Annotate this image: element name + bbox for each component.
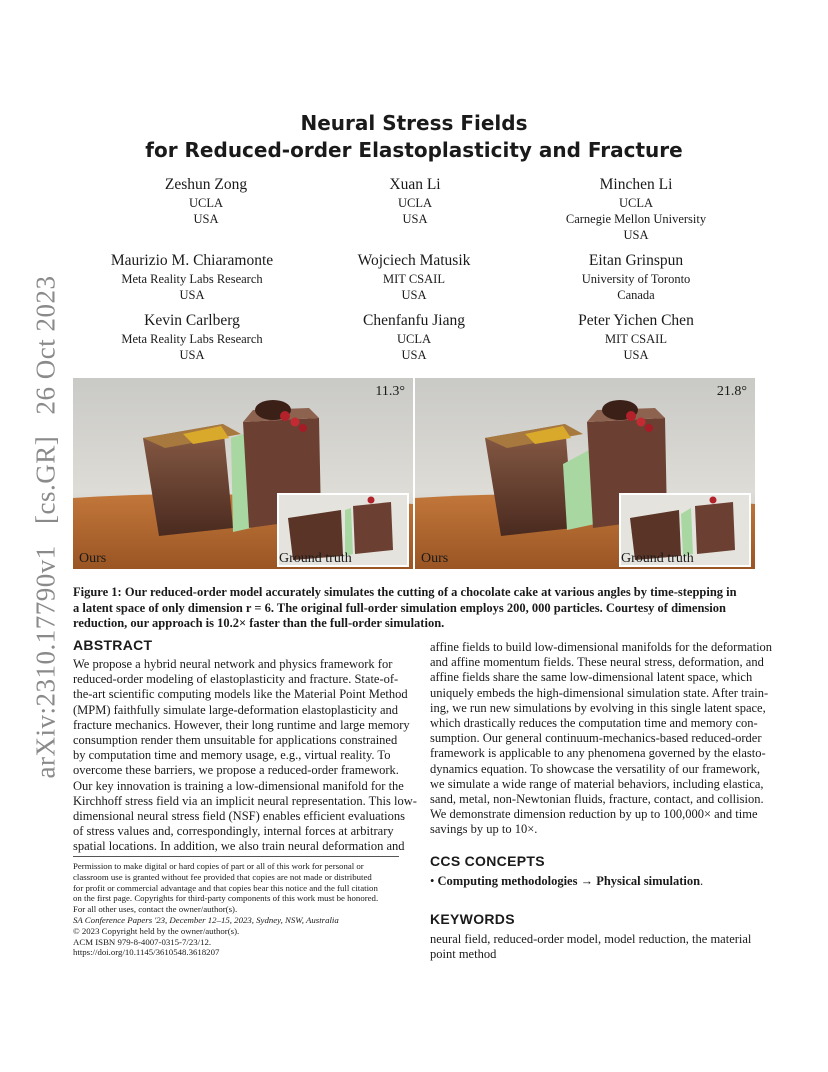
- ccs-concept: Computing methodologies → Physical simulation: [437, 874, 701, 888]
- abstract-line: the-art scientific computing models like the Material Point Method: [73, 687, 408, 702]
- abstract-line: affine fields share the same low-dimensional latent space, which: [430, 670, 753, 685]
- keywords-line: neural field, reduced-order model, model reduction, the material: [430, 932, 752, 946]
- ours-label: Ours: [79, 551, 107, 566]
- figure-panel-right: [415, 378, 755, 569]
- author-affiliation: USA: [179, 348, 205, 362]
- abstract-line: (MPM) faithfully simulate large-deformation elastoplasticity and: [73, 702, 399, 717]
- figure-panel-left: [73, 378, 413, 569]
- caption-line: Figure 1: Our reduced-order model accurately simulates the cutting of a chocolate cake at various angles by time-stepping in: [73, 585, 737, 599]
- author-affiliation: USA: [179, 288, 205, 302]
- abstract-line: of stress values and, correspondingly, internal forces at arbitrary: [73, 824, 394, 839]
- doi-link[interactable]: https://doi.org/10.1145/3610548.3618207: [73, 947, 220, 958]
- abstract-line: sumption. Our general continuum-mechanics-based reduced-order: [430, 731, 762, 746]
- abstract-line: savings by up to 10×.: [430, 822, 538, 837]
- cake-render-icon: [73, 378, 413, 569]
- isbn-line: ACM ISBN 979-8-4007-0315-7/23/12.: [73, 936, 212, 947]
- author-affiliation: Canada: [617, 288, 655, 302]
- abstract-line: which drastically reduces the computation time and memory con-: [430, 716, 758, 731]
- author-block: [72, 311, 312, 363]
- abstract-line: dimensional neural stress field (NSF) enables efficient evaluations: [73, 809, 405, 824]
- author-block: [516, 175, 756, 243]
- author-name: Maurizio M. Chiaramonte: [110, 252, 274, 269]
- abstract-line: We propose a hybrid neural network and physics framework for: [73, 657, 393, 671]
- author-affiliation: USA: [193, 212, 219, 226]
- angle-label: 21.8°: [716, 384, 747, 399]
- footnote-line: Permission to make digital or hard copies of part or all of this work for personal or: [73, 861, 364, 871]
- footnote-line: classroom use is granted without fee provided that copies are not made or distributed: [73, 871, 372, 882]
- author-affiliation: MIT CSAIL: [383, 272, 445, 286]
- keywords-heading: KEYWORDS: [430, 911, 515, 927]
- figure-caption: [73, 585, 755, 632]
- arxiv-stamp: [31, 262, 62, 779]
- abstract-line: fracture mechanics. However, their long runtime and large memory: [73, 717, 410, 732]
- footnote-line: on the first page. Copyrights for third-party components of this work must be honored.: [73, 893, 379, 904]
- arxiv-id: arXiv:2310.17790v1: [30, 545, 61, 779]
- abstract-line: spatial locations. In addition, we also train neural deformation and: [73, 839, 405, 854]
- teaser-figure: [73, 378, 755, 569]
- author-affiliation: Meta Reality Labs Research: [121, 272, 263, 286]
- author-name: Zeshun Zong: [164, 176, 248, 193]
- bullet-icon: •: [430, 874, 435, 888]
- angle-label: 11.3°: [375, 384, 405, 399]
- abstract-line: by computation time and memory usage, e.g., virtual reality. To: [73, 748, 391, 763]
- ours-label: Ours: [421, 551, 449, 566]
- author-affiliation: USA: [402, 212, 428, 226]
- title-line-1: Neural Stress Fields: [300, 111, 528, 135]
- abstract-line: Our key innovation is training a low-dimensional manifold for the: [73, 778, 404, 793]
- abstract-line: and affine momentum fields. These neural stress, deformation, and: [430, 655, 764, 670]
- author-affiliation: UCLA: [188, 196, 224, 210]
- caption-line: reduction, our approach is 10.2× faster than the full-order simulation.: [73, 616, 445, 630]
- keywords-text: [430, 932, 751, 962]
- abstract-heading: ABSTRACT: [73, 637, 153, 653]
- author-block: [72, 251, 312, 303]
- abstract-line: reduced-order modeling of elastoplasticity and fracture. State-of-: [73, 672, 399, 687]
- ground-truth-label: Ground truth: [621, 551, 694, 566]
- permission-footnote: [73, 861, 403, 958]
- author-block: [294, 251, 534, 303]
- ccs-concept-line: [430, 874, 703, 889]
- author-affiliation: UCLA: [618, 196, 654, 210]
- author-affiliation: Meta Reality Labs Research: [121, 332, 263, 346]
- author-block: [86, 175, 326, 227]
- abstract-line: We demonstrate dimension reduction by up to 100,000× and time: [430, 807, 758, 822]
- author-affiliation: UCLA: [397, 196, 433, 210]
- author-affiliation: USA: [623, 348, 649, 362]
- abstract-line: overcome these barriers, we propose a reduced-order framework.: [73, 763, 399, 778]
- author-block: [294, 311, 534, 363]
- paper-title: [0, 110, 828, 164]
- abstract-line: uniquely embeds the high-dimensional simulation state. After train-: [430, 685, 769, 700]
- author-affiliation: Carnegie Mellon University: [565, 212, 707, 226]
- author-name: Minchen Li: [599, 176, 673, 193]
- arxiv-category: [cs.GR]: [30, 435, 61, 524]
- author-affiliation: USA: [401, 348, 427, 362]
- abstract-line: framework is applicable to any phenomena governed by the elasto-: [430, 746, 766, 761]
- author-affiliation: USA: [401, 288, 427, 302]
- abstract-line: ing, we run new simulations by evolving in this single latent space,: [430, 700, 766, 715]
- copyright-line: © 2023 Copyright held by the owner/author(s).: [73, 925, 240, 936]
- abstract-left-column: [73, 657, 417, 855]
- abstract-line: affine fields to build low-dimensional manifolds for the deformation: [430, 640, 773, 654]
- ccs-heading: CCS CONCEPTS: [430, 853, 545, 869]
- author-name: Wojciech Matusik: [357, 252, 471, 269]
- ground-truth-label: Ground truth: [279, 551, 352, 566]
- footnote-divider: [73, 856, 399, 857]
- footnote-line: For all other uses, contact the owner/author(s).: [73, 904, 238, 915]
- author-affiliation: UCLA: [396, 332, 432, 346]
- caption-line: a latent space of only dimension r = 6. The original full-order simulation employs 200, 000 particles. Courtesy of dimension: [73, 600, 726, 615]
- conference-line: SA Conference Papers '23, December 12–15, 2023, Sydney, NSW, Australia: [73, 914, 339, 925]
- author-block: [516, 311, 756, 363]
- author-affiliation: University of Toronto: [581, 272, 691, 286]
- author-name: Peter Yichen Chen: [578, 312, 694, 329]
- abstract-line: dynamics equation. To showcase the versatility of our framework,: [430, 761, 761, 776]
- footnote-line: for profit or commercial advantage and that copies bear this notice and the full citation: [73, 882, 378, 893]
- author-name: Xuan Li: [389, 176, 441, 193]
- author-affiliation: USA: [623, 228, 649, 242]
- abstract-line: Kirchhoff stress field via an implicit neural representation. This low-: [73, 793, 417, 808]
- title-line-2: for Reduced-order Elastoplasticity and Fracture: [145, 138, 683, 162]
- author-block: [295, 175, 535, 227]
- author-block: [516, 251, 756, 303]
- author-name: Kevin Carlberg: [144, 312, 240, 329]
- author-name: Chenfanfu Jiang: [362, 312, 465, 329]
- author-name: Eitan Grinspun: [588, 252, 684, 269]
- author-affiliation: MIT CSAIL: [605, 332, 667, 346]
- ccs-trail: .: [700, 874, 704, 888]
- abstract-line: sand, metal, non-Newtonian fluids, fracture, contact, and collision.: [430, 792, 764, 807]
- cake-render-icon: [415, 378, 755, 569]
- abstract-right-column: [430, 640, 772, 838]
- abstract-line: consumption render them unsuitable for applications constrained: [73, 733, 398, 748]
- abstract-line: we simulate a wide range of material behaviors, including elastica,: [430, 776, 764, 791]
- arxiv-date: 26 Oct 2023: [30, 275, 61, 415]
- keywords-line: point method: [430, 947, 497, 962]
